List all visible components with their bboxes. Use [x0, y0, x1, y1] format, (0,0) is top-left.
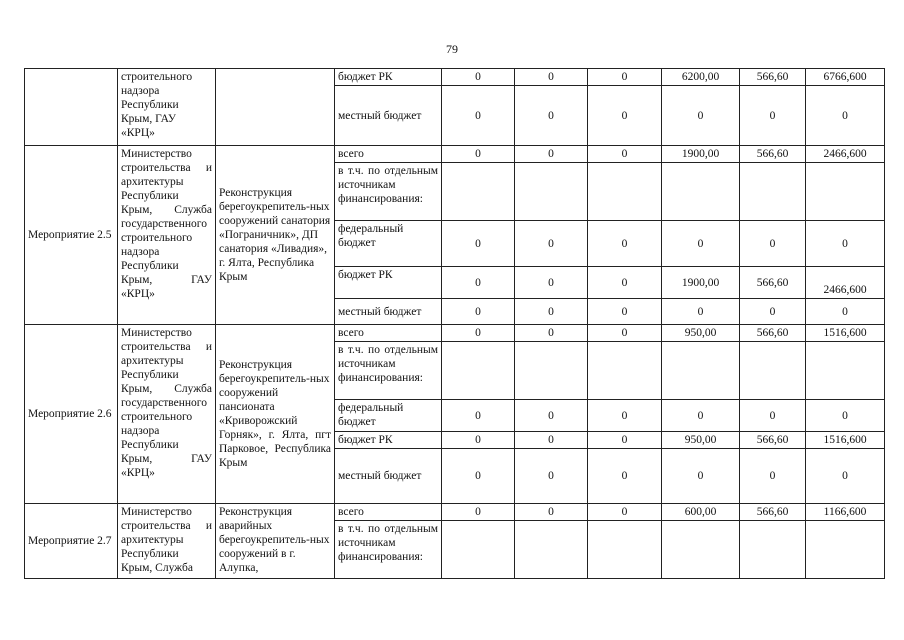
value-cell: [442, 342, 515, 400]
table-row: [25, 69, 885, 86]
value-cell: 566,60: [740, 432, 806, 449]
value-cell: 0: [515, 449, 588, 504]
value-cell: 566,60: [740, 69, 806, 86]
value-cell: 566,60: [740, 325, 806, 342]
value-cell: 0: [588, 69, 662, 86]
value-cell: 0: [515, 504, 588, 521]
value-cell: 0: [515, 69, 588, 86]
value-cell: 0: [740, 400, 806, 432]
value-cell: 0: [588, 449, 662, 504]
measure-cell: [25, 69, 118, 146]
measure-cell: Мероприятие 2.6: [25, 325, 118, 504]
value-cell: 0: [806, 299, 885, 325]
value-cell: 950,00: [662, 325, 740, 342]
value-cell: 0: [740, 449, 806, 504]
value-cell: 0: [588, 299, 662, 325]
value-cell: 1166,600: [806, 504, 885, 521]
value-cell: 0: [442, 504, 515, 521]
source-cell: в т.ч. по отдельным источникам финансирования:: [335, 342, 442, 400]
source-cell: местный бюджет: [335, 86, 442, 146]
value-cell: 600,00: [662, 504, 740, 521]
value-cell: 0: [740, 221, 806, 267]
value-cell: 1516,600: [806, 325, 885, 342]
value-cell: 0: [806, 221, 885, 267]
source-cell: в т.ч. по отдельным источникам финансирования:: [335, 521, 442, 579]
source-cell: бюджет РК: [335, 432, 442, 449]
value-cell: 0: [588, 432, 662, 449]
source-cell: всего: [335, 325, 442, 342]
value-cell: 0: [662, 221, 740, 267]
table-row: [25, 504, 885, 521]
value-cell: [442, 163, 515, 221]
value-cell: 0: [515, 400, 588, 432]
value-cell: 566,60: [740, 504, 806, 521]
value-cell: 0: [442, 400, 515, 432]
executor-cell: Министерство строительства и архитектуры Республики Крым, Служба государственного строительного надзора Республики Крым, ГАУ «КРЦ»: [118, 325, 216, 504]
value-cell: 0: [662, 299, 740, 325]
measure-cell: Мероприятие 2.5: [25, 146, 118, 325]
value-cell: 0: [515, 221, 588, 267]
budget-table: [24, 68, 885, 579]
source-cell: федеральный бюджет: [335, 221, 442, 267]
value-cell: [442, 521, 515, 579]
value-cell: [588, 521, 662, 579]
value-cell: 6200,00: [662, 69, 740, 86]
value-cell: 0: [515, 146, 588, 163]
value-cell: 0: [442, 221, 515, 267]
object-cell: Реконструкция аварийных берегоукрепитель-ных сооружений в г. Алупка,: [216, 504, 335, 579]
value-cell: [662, 342, 740, 400]
value-cell: 950,00: [662, 432, 740, 449]
value-cell: 0: [740, 86, 806, 146]
value-cell: [806, 163, 885, 221]
measure-cell: Мероприятие 2.7: [25, 504, 118, 579]
value-cell: [806, 521, 885, 579]
source-cell: федеральный бюджет: [335, 400, 442, 432]
value-cell: 0: [662, 400, 740, 432]
value-cell: [515, 342, 588, 400]
value-cell: 0: [442, 267, 515, 299]
value-cell: [515, 521, 588, 579]
value-cell: 0: [442, 69, 515, 86]
source-cell: всего: [335, 146, 442, 163]
value-cell: 0: [515, 267, 588, 299]
value-cell: 1900,00: [662, 146, 740, 163]
value-cell: 0: [442, 449, 515, 504]
value-cell: [740, 342, 806, 400]
value-cell: 0: [588, 325, 662, 342]
value-cell: 6766,600: [806, 69, 885, 86]
value-cell: 0: [442, 86, 515, 146]
value-cell: 0: [515, 86, 588, 146]
value-cell: [588, 163, 662, 221]
source-cell: бюджет РК: [335, 69, 442, 86]
source-cell: всего: [335, 504, 442, 521]
value-cell: 0: [442, 432, 515, 449]
object-cell: Реконструкция берегоукрепитель-ных сооружений пансионата «Криворожский Горняк», г. Ялта, пгт Парковое, Республика Крым: [216, 325, 335, 504]
value-cell: 1900,00: [662, 267, 740, 299]
value-cell: 0: [588, 221, 662, 267]
value-cell: [740, 163, 806, 221]
value-cell: 566,60: [740, 267, 806, 299]
source-cell: бюджет РК: [335, 267, 442, 299]
page-number: 79: [446, 42, 458, 56]
executor-cell: Министерство строительства и архитектуры Республики Крым, Служба государственного строительного надзора Республики Крым, ГАУ «КРЦ»: [118, 146, 216, 325]
value-cell: 0: [588, 504, 662, 521]
value-cell: 566,60: [740, 146, 806, 163]
value-cell: 0: [662, 86, 740, 146]
value-cell: 2466,600: [806, 267, 885, 299]
value-cell: 0: [442, 299, 515, 325]
source-cell: в т.ч. по отдельным источникам финансирования:: [335, 163, 442, 221]
value-cell: 1516,600: [806, 432, 885, 449]
value-cell: [588, 342, 662, 400]
value-cell: 0: [740, 299, 806, 325]
value-cell: 0: [442, 146, 515, 163]
value-cell: [740, 521, 806, 579]
table-row: [25, 325, 885, 342]
value-cell: 0: [442, 325, 515, 342]
executor-cell: Министерство строительства и архитектуры Республики Крым, Служба: [118, 504, 216, 579]
object-cell: [216, 69, 335, 146]
value-cell: 0: [806, 400, 885, 432]
source-cell: местный бюджет: [335, 449, 442, 504]
value-cell: 0: [662, 449, 740, 504]
value-cell: [515, 163, 588, 221]
value-cell: 0: [588, 146, 662, 163]
value-cell: 0: [515, 299, 588, 325]
object-cell: Реконструкция берегоукрепитель-ных сооружений санатория «Пограничник», ДП санатория «Ливадия», г. Ялта, Республика Крым: [216, 146, 335, 325]
value-cell: 0: [806, 449, 885, 504]
value-cell: 0: [515, 325, 588, 342]
table-row: [25, 146, 885, 163]
value-cell: 0: [588, 267, 662, 299]
value-cell: 0: [588, 400, 662, 432]
executor-cell: строительного надзора Республики Крым, ГАУ «КРЦ»: [118, 69, 216, 146]
value-cell: [662, 521, 740, 579]
value-cell: 0: [515, 432, 588, 449]
value-cell: 2466,600: [806, 146, 885, 163]
value-cell: 0: [588, 86, 662, 146]
source-cell: местный бюджет: [335, 299, 442, 325]
value-cell: [662, 163, 740, 221]
value-cell: [806, 342, 885, 400]
value-cell: 0: [806, 86, 885, 146]
